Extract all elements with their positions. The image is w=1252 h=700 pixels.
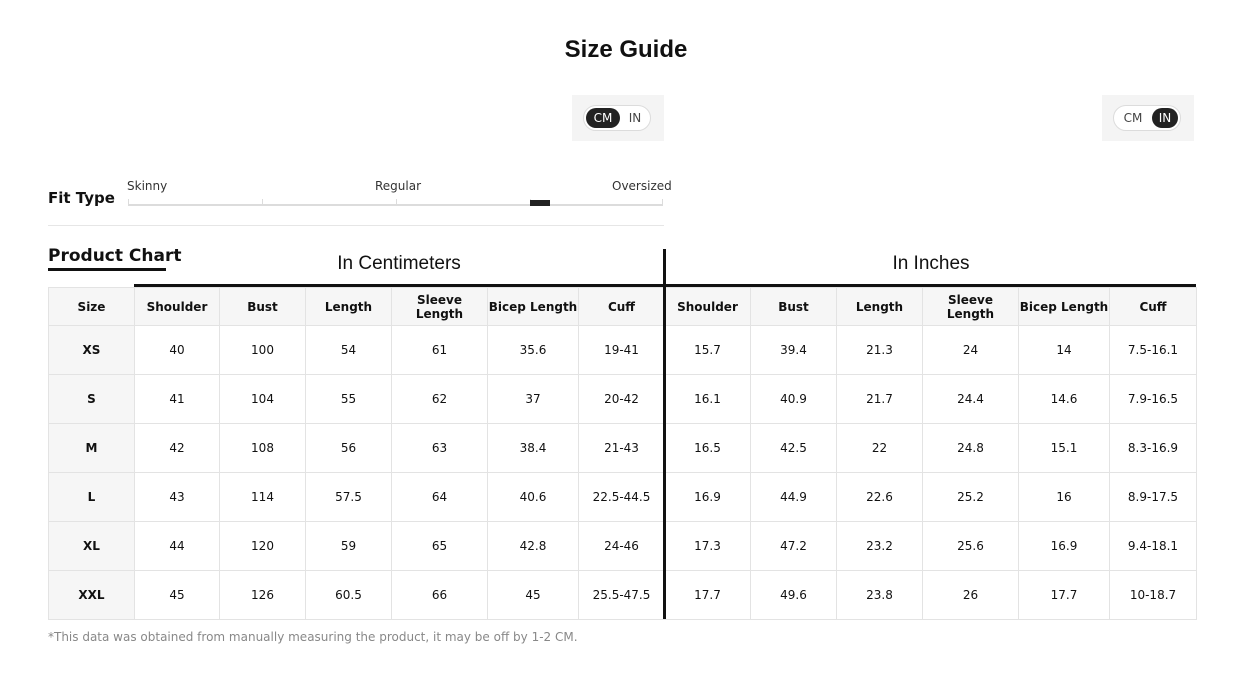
table-cell: 16.9 xyxy=(1019,522,1110,571)
table-cell: 21-43 xyxy=(579,424,665,473)
table-cell: 55 xyxy=(306,375,392,424)
table-cell: 21.7 xyxy=(837,375,923,424)
column-header: Shoulder xyxy=(665,288,751,326)
table-cell: 60.5 xyxy=(306,571,392,620)
table-cell: 9.4-18.1 xyxy=(1110,522,1197,571)
table-cell: 45 xyxy=(488,571,579,620)
column-header: Length xyxy=(837,288,923,326)
table-cell: 61 xyxy=(392,326,488,375)
table-cell: 16.9 xyxy=(665,473,751,522)
column-header: Bicep Length xyxy=(1019,288,1110,326)
table-cell: 49.6 xyxy=(751,571,837,620)
fit-tick-regular: Regular xyxy=(375,179,422,193)
page-title: Size Guide xyxy=(564,36,688,63)
table-cell: 19-41 xyxy=(579,326,665,375)
size-chart-table xyxy=(48,287,1197,620)
section-divider xyxy=(48,225,664,226)
table-cell: 10-18.7 xyxy=(1110,571,1197,620)
table-cell: 56 xyxy=(306,424,392,473)
table-row xyxy=(49,473,1197,522)
unit-option-in[interactable]: IN xyxy=(1152,108,1178,128)
table-cell: 42.8 xyxy=(488,522,579,571)
table-cell: 39.4 xyxy=(751,326,837,375)
product-chart-tab[interactable]: Product Chart xyxy=(48,246,182,266)
table-cell: 66 xyxy=(392,571,488,620)
unit-toggle[interactable] xyxy=(1113,105,1181,131)
table-cell: 20-42 xyxy=(579,375,665,424)
table-row xyxy=(49,571,1197,620)
fit-tick-oversized: Oversized xyxy=(612,179,672,193)
table-cell: 7.5-16.1 xyxy=(1110,326,1197,375)
table-cell: 62 xyxy=(392,375,488,424)
column-header: Cuff xyxy=(579,288,665,326)
table-cell: 24.4 xyxy=(923,375,1019,424)
column-header: Bicep Length xyxy=(488,288,579,326)
table-cell: 41 xyxy=(135,375,220,424)
table-cell: 14 xyxy=(1019,326,1110,375)
table-cell: 43 xyxy=(135,473,220,522)
table-cell: 21.3 xyxy=(837,326,923,375)
table-cell: 57.5 xyxy=(306,473,392,522)
measurement-note: *This data was obtained from manually measuring the product, it may be off by 1-2 CM. xyxy=(48,630,578,644)
table-cell: 26 xyxy=(923,571,1019,620)
column-header: Sleeve Length xyxy=(923,288,1019,326)
table-cell: 40.9 xyxy=(751,375,837,424)
unit-toggle[interactable] xyxy=(583,105,651,131)
table-cell: 44.9 xyxy=(751,473,837,522)
table-cell: 23.2 xyxy=(837,522,923,571)
column-header: Cuff xyxy=(1110,288,1197,326)
fit-type-label: Fit Type xyxy=(48,189,115,207)
table-cell: 44 xyxy=(135,522,220,571)
table-cell: 22.6 xyxy=(837,473,923,522)
table-cell: 7.9-16.5 xyxy=(1110,375,1197,424)
table-cell: 45 xyxy=(135,571,220,620)
unit-toggle-panel-in xyxy=(1102,95,1194,141)
unit-option-cm[interactable]: CM xyxy=(1123,111,1143,125)
table-cell: 16.5 xyxy=(665,424,751,473)
table-row xyxy=(49,522,1197,571)
unit-option-cm[interactable]: CM xyxy=(586,108,620,128)
table-cell: 54 xyxy=(306,326,392,375)
table-cell: 100 xyxy=(220,326,306,375)
table-cell: 24 xyxy=(923,326,1019,375)
column-header: Sleeve Length xyxy=(392,288,488,326)
units-divider xyxy=(663,249,666,619)
group-label-in: In Inches xyxy=(892,253,970,274)
table-cell: 8.9-17.5 xyxy=(1110,473,1197,522)
table-cell: 38.4 xyxy=(488,424,579,473)
size-cell: XS xyxy=(49,326,135,375)
column-header: Length xyxy=(306,288,392,326)
table-header-row xyxy=(49,288,1197,326)
table-cell: 65 xyxy=(392,522,488,571)
table-cell: 15.1 xyxy=(1019,424,1110,473)
table-cell: 22.5-44.5 xyxy=(579,473,665,522)
size-cell: M xyxy=(49,424,135,473)
table-cell: 24.8 xyxy=(923,424,1019,473)
size-cell: XXL xyxy=(49,571,135,620)
table-cell: 104 xyxy=(220,375,306,424)
table-cell: 40.6 xyxy=(488,473,579,522)
table-cell: 126 xyxy=(220,571,306,620)
size-cell: L xyxy=(49,473,135,522)
table-cell: 23.8 xyxy=(837,571,923,620)
table-cell: 25.2 xyxy=(923,473,1019,522)
table-row xyxy=(49,375,1197,424)
table-cell: 16.1 xyxy=(665,375,751,424)
column-header: Bust xyxy=(220,288,306,326)
table-cell: 64 xyxy=(392,473,488,522)
table-cell: 47.2 xyxy=(751,522,837,571)
table-row xyxy=(49,424,1197,473)
table-cell: 37 xyxy=(488,375,579,424)
column-header: Shoulder xyxy=(135,288,220,326)
fit-scale-notch xyxy=(396,199,397,205)
table-cell: 42.5 xyxy=(751,424,837,473)
table-cell: 16 xyxy=(1019,473,1110,522)
unit-option-in[interactable]: IN xyxy=(628,111,642,125)
table-cell: 25.5-47.5 xyxy=(579,571,665,620)
table-cell: 59 xyxy=(306,522,392,571)
fit-scale-marker xyxy=(530,200,550,206)
table-cell: 108 xyxy=(220,424,306,473)
table-cell: 120 xyxy=(220,522,306,571)
column-header: Bust xyxy=(751,288,837,326)
fit-scale-notch xyxy=(128,199,129,205)
table-row xyxy=(49,326,1197,375)
table-cell: 63 xyxy=(392,424,488,473)
fit-scale-notch xyxy=(662,199,663,205)
table-cell: 17.7 xyxy=(1019,571,1110,620)
unit-toggle-panel-cm xyxy=(572,95,664,141)
table-cell: 114 xyxy=(220,473,306,522)
table-cell: 17.3 xyxy=(665,522,751,571)
size-cell: XL xyxy=(49,522,135,571)
group-label-cm: In Centimeters xyxy=(337,253,461,274)
table-cell: 24-46 xyxy=(579,522,665,571)
table-cell: 40 xyxy=(135,326,220,375)
table-cell: 15.7 xyxy=(665,326,751,375)
fit-scale-notch xyxy=(262,199,263,205)
column-header-size: Size xyxy=(49,288,135,326)
table-cell: 8.3-16.9 xyxy=(1110,424,1197,473)
table-cell: 35.6 xyxy=(488,326,579,375)
table-cell: 14.6 xyxy=(1019,375,1110,424)
fit-tick-skinny: Skinny xyxy=(127,179,168,193)
table-cell: 42 xyxy=(135,424,220,473)
table-cell: 17.7 xyxy=(665,571,751,620)
table-cell: 25.6 xyxy=(923,522,1019,571)
table-cell: 22 xyxy=(837,424,923,473)
size-cell: S xyxy=(49,375,135,424)
